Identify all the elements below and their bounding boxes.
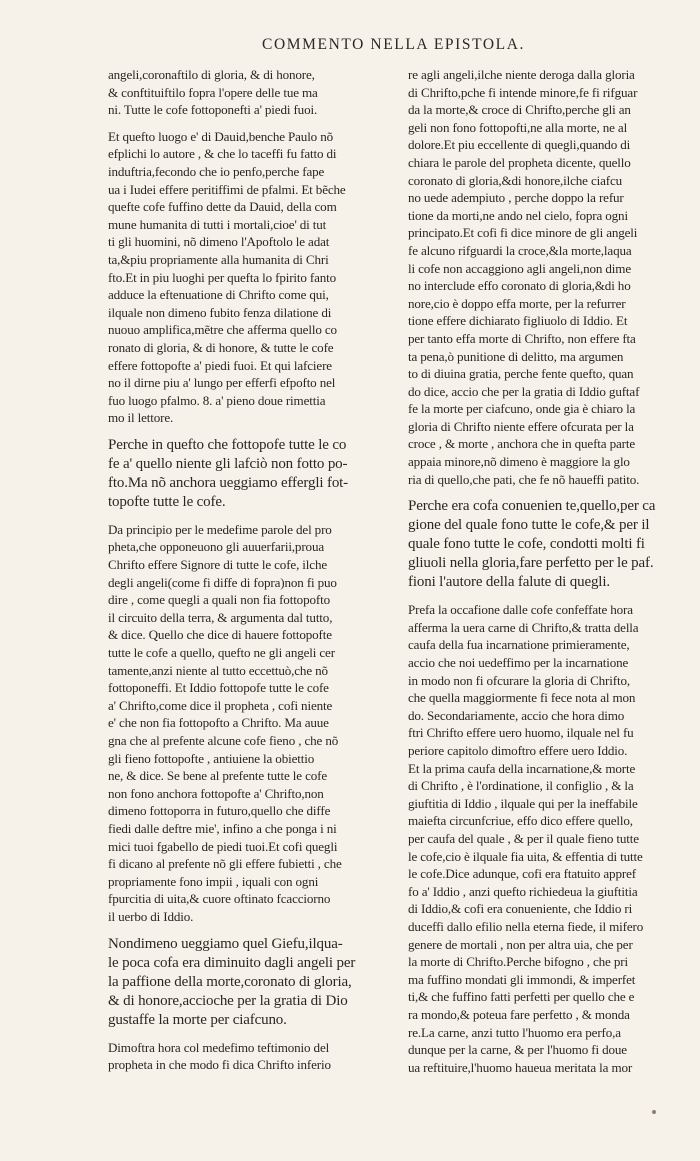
left-paragraph-1: angeli,coronaftilo di gloria, & di honore, & conftituiftilo fopra l'opere delle tue ma ni. Tutte le cofe fottoponefti a' piedi fuoi. xyxy=(108,67,318,118)
right-paragraph-2: Prefa la occafione dalle cofe confeffate hora afferma la uera carne di Chrifto,& tratta della caufa della fua incarnatione primieramente, accio che noi uedeffimo per la incarnatione in modo non fi ofcurare la gloria di Chrifto, che quella maggiormente fi fece nota al mon do. Secondariamente, accio che hora dimo ftri Chrifto effere uero huomo, ilquale nel fu periore capitolo dimoftro effere uero Iddio. Et la prima caufa della incarnatione,& morte di Chrifto , è l'ordinatione, il configlio , & la giuftitia di Iddio , ilquale qui per la ineffabile maiefta circunfcriue, effo dico effere quello, per caufa del quale , & per il quale fieno tutte le cofe,cio è ilquale fia uita, & effentia di tutte le cofe.Dice adunque, cofi era ftatuito appref fo a' Iddio , anzi quefto richiedeua la giuftitia di Iddio,& cofi era conueniente, che Iddio ri duceffi dallo efilio nella eterna fiede, il mifero genere de mortali , non per altra uia, che per la morte di Chrifto.Perche bifogno , che pri ma fuffino mondati gli immondi, & imperfet ti,& che fuffino fatti perfetti per quello che e ra mondo,& poteua fare perfetto , & monda re.La carne, anzi tutto l'huomo era perfo,a dunque per la carne, & per l'huomo fi doue ua reftituire,l'huomo haueua meritata la mor xyxy=(408,602,644,1075)
right-column xyxy=(408,66,690,1085)
left-scripture-quote-1: Perche in quefto che fottopofe tutte le co fe a' quello niente gli lafciò non fotto po- fto.Ma nõ anchora ueggiamo effergli fot- topofte tutte le cofe. xyxy=(108,436,349,510)
left-paragraph-2: Et quefto luogo e' di Dauid,benche Paulo nõ efplichi lo autore , & che lo taceffi fu fatto di induftria,fecondo che io penfo,perche fape ua i Iudei effere peritiffimi de pfalmi. Et bẽche quefte cofe fuffino dette da Dauid, della com mune humanita di tutti i mortali,cioe' di tut ti gli huomini, nõ dimeno l'Apoftolo le adat ta,&piu propriamente alla humanita di Chri fto.Et in piu luoghi per quefta lo fpirito fanto adduce la eftenuatione di Chrifto come qui, ilquale non dimeno fubito fenza dilatione di nuouo amplifica,mẽtre che afferma quello co ronato di gloria, & di honore, & tutte le cofe effere fottopofte a' piedi fuoi. Et qui lafciere no il dirne piu a' lungo per efferfi efpofto nel fuo luogo pfalmo. 8. a' pieno doue rimettia mo il lettore. xyxy=(108,128,346,426)
right-scripture-quote-1: Perche era cofa conuenien te,quello,per ca gione del quale fono tutte le cofe,& per il quale fono tutte le cofe, condotti molti fi gliuoli nella gloria,fare perfetto per le paf. fioni l'autore della falute di quegli. xyxy=(408,498,656,591)
running-header: COMMENTO NELLA EPISTOLA. xyxy=(262,36,526,53)
left-column xyxy=(108,66,390,1083)
left-paragraph-3: Da principio per le medefime parole del pro pheta,che opponeuono gli auuerfarii,proua Chrifto effere Signore di tutte le cofe, ilche degli angeli(come fi diffe di fopra)non fi puo dire , come quegli a quali non fia fottopofto il circuito della terra, & argumenta dal tutto, & dice. Quello che dice di hauere fottopofte tutte le cofe a quello, quefto ne gli angeli cer tamente,anzi niente al tutto eccettuò,che nõ fottoponeffi. Et Iddio fottopofe tutte le cofe a' Chrifto,come dice il propheta , cofi niente e' che non fia fottopofto a Chrifto. Ma auue gna che al prefente alcune cofe fieno , che nõ gli fieno fottopofte , antiuiene la obiettio ne, & dice. Se bene al prefente tutte le cofe non fono anchora fottopofte a' Chrifto,non dimeno fottoporra in futuro,quello che diffe fiedi dalle deftre mie', infino a che ponga i ni mici tuoi fgabello de piedi tuoi.Et cofi quegli fi dicano al prefente nõ gli effere fubietti , che propriamente fono impii , iquali con ogni fpurcitia di uita,& cuore oftinato fcacciorno il uerbo di Iddio. xyxy=(108,521,342,924)
ink-spot xyxy=(652,1110,656,1114)
left-paragraph-4: Dimoftra hora col medefimo teftimonio del propheta in che modo fi dica Chrifto inferio xyxy=(108,1039,331,1073)
left-scripture-quote-2: Nondimeno ueggiamo quel Giefu,ilqua- le poca cofa era diminuito dagli angeli per la paffione della morte,coronato di gloria, & di honore,accioche per la gratia di Dio gustaffe la morte per ciafcuno. xyxy=(108,935,356,1028)
right-paragraph-1: re agli angeli,ilche niente deroga dalla gloria di Chrifto,pche fi intende minore,fe fi rifguar da la morte,& croce di Chrifto,perche gli an geli non fono fottopofti,ne alla morte, ne al dolore.Et piu eccellente di quegli,quando di chiara le parole del propheta dicente, quello coronato di gloria,&di honore,ilche ciafcu no uede adempiuto , perche doppo la refur tione da morti,ne ando nel cielo, fopra ogni principato.Et cofi fi dice minore de gli angeli fe alcuno rifguardi la croce,&la morte,laqua li cofe non accaggiono agli angeli,non dime no interclude effo coronato di gloria,&di ho nore,cio è doppo effa morte, per la refurrer tione effere dichiarato figliuolo di Iddio. Et per tanto effa morte di Chrifto, non effere fta ta pena,ò punitione di delitto, ma argumen to di diuina gratia, perche fente quefto, quan do dice, accio che per la gratia di Iddio guftaf fe la morte per ciafcuno, onde gia è chiaro la gloria di Chrifto niente effere ofcurata per la croce , & morte , anchora che in quefta parte appaia minore,nõ dimeno è maggiore la glo ria di quello,che pati, che fe nõ haueffi patito. xyxy=(408,67,640,487)
